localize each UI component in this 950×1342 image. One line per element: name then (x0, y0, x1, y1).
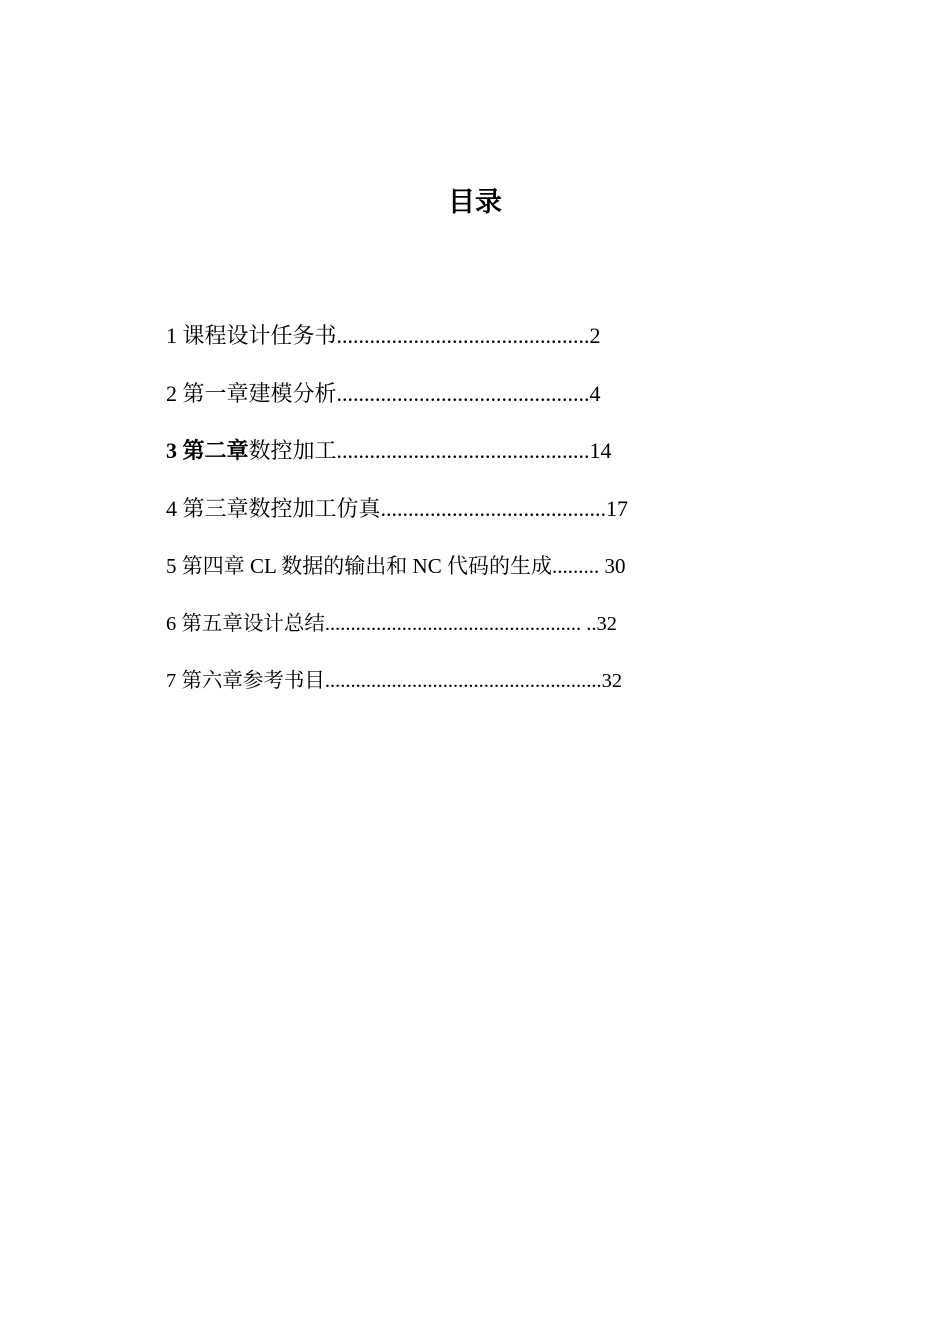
toc-entry-label: 第三章数控加工仿真 (182, 495, 381, 521)
toc-entry-page: 32 (596, 612, 617, 635)
toc-entry-number: 5 (166, 554, 177, 578)
toc-entry-number: 2 (166, 380, 177, 406)
toc-entry-leader: ...................................................... (324, 670, 602, 692)
toc-title: 目录 (448, 187, 502, 217)
toc-entry-7[interactable] (166, 661, 746, 719)
toc-entry-2[interactable] (166, 374, 746, 432)
toc-entry-number: 4 (166, 495, 177, 521)
toc-entry-leader: .............................................. (336, 380, 590, 406)
toc-entry-page: 32 (601, 670, 623, 692)
toc-entry-leader: ......................................... (380, 495, 607, 521)
toc-entry-leader: .............................................. (336, 438, 590, 463)
toc-entry-page: 30 (604, 554, 626, 578)
toc-entry-1[interactable] (166, 316, 746, 374)
toc-entry-label: 第六章参考书目 (181, 670, 325, 692)
toc-entry-page: 4 (589, 380, 601, 406)
toc-entry-page: 17 (606, 495, 629, 521)
toc-entry-leader: .............................................. (336, 323, 590, 348)
toc-entry-number: 1 (166, 323, 177, 348)
toc-entry-label: 第四章 CL 数据的输出和 NC 代码的生成 (181, 554, 552, 578)
toc-entry-leader: .................................................. .. (324, 612, 597, 635)
toc-entry-page: 14 (589, 438, 612, 463)
toc-entry-label-bold: 第二章 (182, 438, 249, 463)
toc-entry-label: 第五章设计总结 (181, 612, 325, 635)
toc-entry-label: 第一章建模分析 (182, 380, 337, 406)
toc-entry-6[interactable] (166, 604, 746, 662)
toc-entry-number: 6 (166, 612, 177, 635)
toc-entry-label: 课程设计任务书 (182, 323, 337, 348)
toc-entry-4[interactable] (166, 489, 746, 547)
toc-entry-label: 数控加工 (248, 438, 337, 463)
toc-entry-5[interactable] (166, 546, 746, 604)
toc-entry-leader: ......... (551, 554, 605, 578)
toc-entry-number: 7 (166, 670, 177, 692)
toc-entry-3[interactable] (166, 431, 746, 489)
toc-entry-number: 3 (166, 438, 177, 463)
toc-list (166, 316, 746, 719)
toc-entry-page: 2 (589, 323, 601, 348)
